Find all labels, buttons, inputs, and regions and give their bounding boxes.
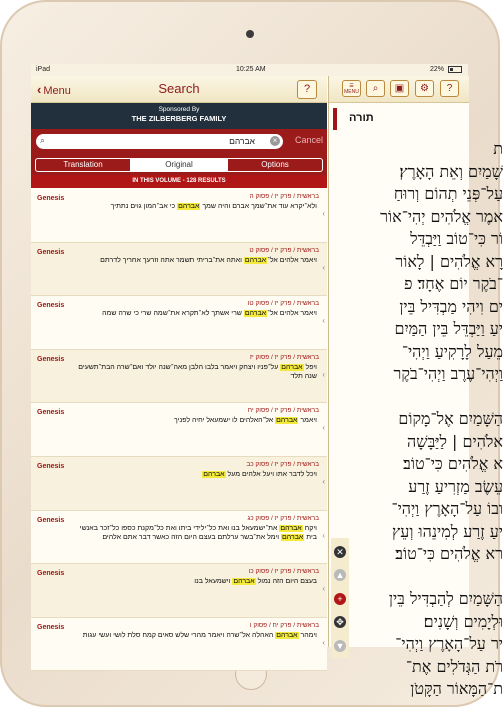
- verse-line: ־בֹקֶר יוֹם אֶחָד׃ פ: [404, 274, 503, 293]
- search-query: אברהם: [229, 136, 255, 146]
- result-highlight: אברהם: [203, 470, 225, 478]
- result-row[interactable]: [31, 511, 327, 565]
- verse-line: ת־הַמָּאוֹר הַקָּטֹן: [410, 679, 503, 698]
- reader-menu-button[interactable]: [342, 80, 361, 97]
- bookmark-ribbon: [333, 108, 337, 130]
- chevron-left-icon: ‹: [322, 423, 325, 433]
- verse-line: וֹר כִּי־טוֹב וַיַּבְדֵּל: [410, 229, 503, 248]
- result-highlight: אברהם: [244, 256, 267, 264]
- verse-line: ת: [493, 139, 503, 158]
- search-icon[interactable]: ⌕: [366, 80, 385, 97]
- search-icon: ⌕: [40, 135, 46, 145]
- result-book: Genesis: [37, 195, 65, 202]
- result-highlight: אברהם: [280, 524, 302, 532]
- briefcase-icon[interactable]: ▣: [390, 80, 409, 97]
- result-text-before: ויקח: [302, 524, 317, 532]
- result-text-after: האהלה אל־שרה ויאמר מהרי שלש סאים קמח סלת לושי ועשי עגות: [82, 631, 276, 639]
- clock: 10:25 AM: [236, 66, 266, 73]
- cancel-button[interactable]: Cancel: [294, 135, 323, 145]
- result-text-after: את־ישמעאל בנו ואת כל־ילידי ביתו ואת כל־מקנת כספו כל־זכר באנשי בית: [79, 524, 317, 542]
- help-button[interactable]: ?: [297, 80, 317, 99]
- result-text: [77, 524, 317, 543]
- result-book: Genesis: [37, 409, 65, 417]
- search-header: [31, 76, 327, 103]
- verse-line: רא אֱלֹהִים כִּי־טוֹב׃: [395, 544, 503, 563]
- verse-line: רָא אֱלֹהִים | לָאוֹר: [395, 251, 503, 271]
- result-row[interactable]: [31, 296, 327, 350]
- verse-line: וַיְהִי־עֶרֶב וַיְהִי־בֹקֶר: [393, 364, 503, 383]
- reader-toolbar: [329, 76, 469, 103]
- torah-text: [333, 138, 503, 701]
- verse-line: ים וִיהִי מַבְדִּיל בֵּין: [399, 296, 503, 316]
- result-text-before: וימהר: [298, 631, 317, 639]
- result-text-before: ויפל: [303, 363, 317, 371]
- search-panel: [31, 76, 327, 647]
- result-text: [77, 631, 317, 641]
- result-text-before: ויאמר אלהים אל־: [267, 256, 317, 264]
- result-highlight: אברהם: [233, 578, 255, 586]
- tab-options[interactable]: Options: [227, 158, 323, 172]
- verse-line: עַל־פְּנֵי תְהוֹם וְרוּחַ: [393, 184, 503, 203]
- chevron-left-icon: ‹: [322, 530, 325, 540]
- verse-line: אמֶר אֱלֹהִים יְהִי־אוֹר: [380, 206, 503, 226]
- result-book: Genesis: [37, 570, 65, 578]
- result-text-after: אל־האלהים לו ישמעאל יחיה לפניך: [174, 417, 276, 425]
- search-input[interactable]: [36, 134, 283, 149]
- add-icon[interactable]: +: [334, 593, 346, 605]
- result-highlight: אברהם: [244, 310, 267, 318]
- verse-line: וּלְיָמִים וְשָׁנִים׃: [423, 611, 503, 631]
- verse-line: יר עַל־הָאָרֶץ וַיְהִי־: [395, 634, 503, 653]
- result-reference: בראשית / פרק יז / פסוק טו: [247, 300, 319, 308]
- verse-line: א אֱלֹהִים כִּי־טוֹב׃: [403, 454, 503, 473]
- chevron-left-icon: ‹: [322, 637, 325, 647]
- verse-line: יעַ זֶרַע לְמִינֵהוּ וְעֵץ: [391, 521, 503, 541]
- page-title: Search: [158, 81, 200, 96]
- result-highlight: אברהם: [282, 534, 304, 542]
- chevron-left-icon: ‹: [322, 476, 325, 486]
- chevron-left-icon: ‹: [322, 369, 325, 379]
- result-reference: בראשית / פרק יז / פסוק יח: [247, 407, 319, 415]
- result-book: Genesis: [37, 623, 65, 631]
- sponsor-line-1: Sponsored By: [158, 106, 200, 113]
- result-text: [77, 202, 317, 212]
- result-highlight: אברהם: [281, 363, 303, 371]
- result-row[interactable]: [31, 564, 327, 618]
- result-row[interactable]: [31, 457, 327, 511]
- result-row[interactable]: [31, 618, 327, 672]
- reader-panel: [328, 76, 503, 698]
- verse-line: [333, 566, 503, 589]
- result-highlight: אברהם: [178, 203, 200, 210]
- result-row[interactable]: [31, 403, 327, 457]
- result-text: [77, 363, 317, 382]
- verse-line: אלֹהִים | לַיַּבָּשָׁה: [407, 431, 503, 451]
- verse-line: שָׁמַיִם וְאֵת הָאָרֶץ׃: [399, 161, 503, 181]
- chevron-left-icon: ‹: [322, 316, 325, 326]
- chevron-left-icon: ‹: [322, 209, 325, 218]
- chevron-left-icon: ‹: [37, 82, 42, 97]
- result-text-before: ויכל לדבר אתו ויעל אלהים מעל: [225, 470, 317, 478]
- result-reference: בראשית / פרק יז / פסוק כו: [248, 568, 319, 576]
- result-text: [77, 309, 317, 319]
- result-reference: בראשית / פרק יח / פסוק ו: [249, 621, 319, 629]
- tab-translation[interactable]: Translation: [35, 158, 131, 172]
- result-text: [77, 577, 317, 587]
- move-icon[interactable]: ✥: [334, 616, 346, 628]
- result-reference: בראשית / פרק יז / פסוק כג: [247, 514, 319, 522]
- sponsor-banner: [31, 103, 327, 129]
- verse-line: עֵשֶׂב מַזְרִיעַ זֶרַע: [408, 476, 503, 496]
- result-text-before: ויאמר: [298, 417, 317, 425]
- result-book: Genesis: [37, 516, 65, 524]
- sponsor-line-2: THE ZILBERBERG FAMILY: [131, 114, 227, 123]
- tab-bar: [31, 155, 327, 175]
- result-text-before: בעצם היום הזה נמול: [255, 578, 317, 586]
- carrier-label: iPad: [36, 66, 51, 73]
- results-count: IN THIS VOLUME - 128 RESULTS: [31, 175, 327, 188]
- result-text-after: כי אב־המון גוים נתתיך: [110, 203, 178, 210]
- chevron-left-icon: ‹: [322, 262, 325, 272]
- result-highlight: אברהם: [276, 417, 298, 425]
- chevron-up-icon[interactable]: ▲: [335, 570, 345, 580]
- result-reference: בראשית / פרק יז / פסוק ט: [249, 246, 319, 254]
- verse-line: [333, 386, 503, 409]
- verse-line: יעַ וַיַּבְדֵּל בֵּין הַמַּיִם: [394, 319, 503, 338]
- result-text-before: ולא־יקרא עוד את־שמך אברם והיה שמך: [200, 203, 317, 210]
- verse-line: מֵעַל לָרָקִיעַ וַיְהִי־: [401, 341, 503, 361]
- result-row[interactable]: [31, 189, 327, 243]
- verse-line: רֹת הַגְּדֹלִים אֶת־: [405, 656, 503, 676]
- result-reference: בראשית / פרק יז / פסוק כב: [246, 460, 319, 468]
- reader-menu-label: MENU: [344, 89, 359, 95]
- result-row[interactable]: [31, 243, 327, 297]
- chevron-down-icon[interactable]: ▼: [335, 641, 345, 651]
- result-book: Genesis: [37, 248, 65, 256]
- result-text-after: שרי אשתך לא־תקרא את־שמה שרי כי שרה שמה: [102, 310, 244, 318]
- result-reference: בראשית / פרק יז / פסוק יז: [249, 353, 319, 361]
- result-text-after: על־פניו ויצחק ויאמר בלבו הלבן מאה־שנה יולד ואם־שרה הבת־תשעים שנה תלד: [78, 363, 317, 381]
- menu-label: Menu: [43, 85, 71, 97]
- hamburger-icon: ☰: [349, 83, 354, 89]
- camera-icon: [246, 30, 254, 38]
- battery-icon: [448, 66, 462, 73]
- floating-toolbar: [331, 538, 349, 658]
- gear-icon[interactable]: ⚙: [415, 80, 434, 97]
- result-row[interactable]: [31, 350, 327, 404]
- reader-title: תורה: [349, 112, 374, 124]
- search-bar: [31, 129, 327, 155]
- result-text-after: וימל את־בשר ערלתם בעצם היום הזה כאשר דבר אתם אלהים: [102, 534, 282, 542]
- result-book: Genesis: [37, 462, 65, 470]
- battery-percent: 22%: [429, 66, 444, 73]
- reader-help-button[interactable]: ?: [440, 80, 459, 97]
- tab-original[interactable]: Original: [131, 158, 227, 172]
- screen: [31, 64, 503, 698]
- results-list: [31, 189, 327, 671]
- status-bar: [31, 64, 468, 76]
- result-book: Genesis: [37, 302, 65, 310]
- result-text-after: ואתה את־בריתי תשמר אתה וזרעך אחריך לדרתם: [100, 256, 244, 264]
- verse-line: הַשָּׁמַיִם אֶל־מָקוֹם: [398, 409, 503, 428]
- result-text-before: ויאמר אלהים אל־: [267, 310, 317, 318]
- verse-line: הַשָּׁמַיִם לְהַבְדִּיל בֵּין: [388, 589, 503, 608]
- result-text: [77, 256, 317, 266]
- chevron-left-icon: ‹: [322, 584, 325, 594]
- result-highlight: אברהם: [276, 631, 298, 639]
- result-text-after: וישמעאל בנו: [194, 578, 233, 586]
- result-text: [77, 416, 317, 426]
- verse-line: ובוֹ עַל־הָאָרֶץ וַיְהִי־: [391, 499, 503, 518]
- result-reference: בראשית / פרק יז / פסוק ה: [249, 193, 319, 200]
- close-icon[interactable]: ✕: [334, 546, 346, 558]
- result-book: Genesis: [37, 355, 65, 363]
- clear-icon[interactable]: ×: [270, 136, 280, 146]
- result-text: [77, 470, 317, 480]
